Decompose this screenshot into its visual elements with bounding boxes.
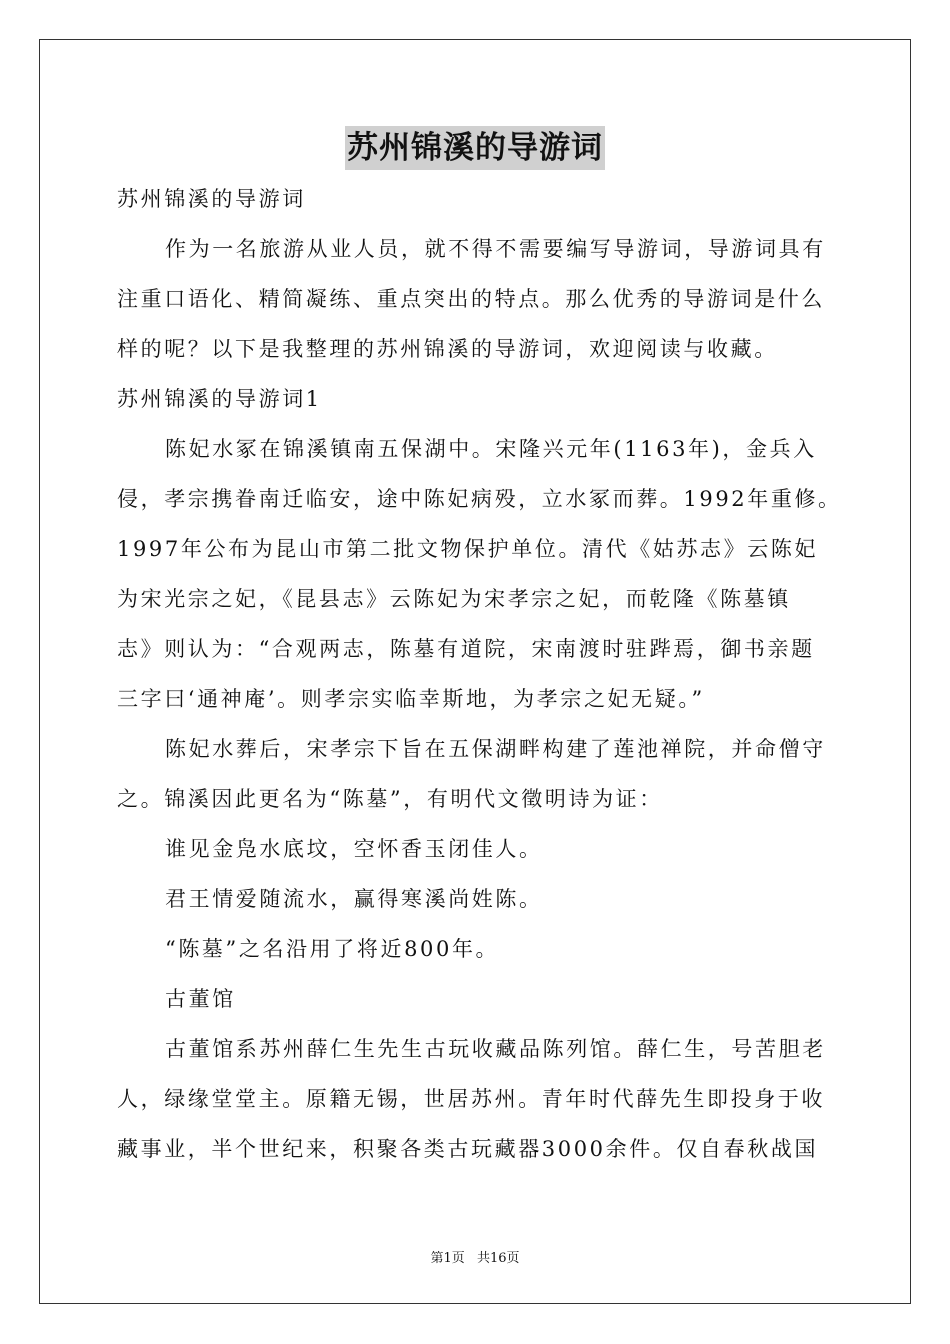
paragraph-line: 古董馆系苏州薛仁生先生古玩收藏品陈列馆。薛仁生，号苦胆老	[165, 1037, 826, 1061]
paragraph-line: 样的呢？以下是我整理的苏州锦溪的导游词，欢迎阅读与收藏。	[117, 337, 778, 361]
poem-line: 君王情爱随流水，赢得寒溪尚姓陈。	[165, 887, 543, 911]
page-footer	[0, 1247, 950, 1266]
subtitle-line: 苏州锦溪的导游词	[117, 187, 306, 211]
title-container	[0, 126, 950, 170]
paragraph-line: 志》则认为：“合观两志，陈墓有道院，宋南渡时驻跸焉，御书亲题	[117, 637, 815, 661]
paragraph-line: 为宋光宗之妃，《昆县志》云陈妃为宋孝宗之妃，而乾隆《陈墓镇	[117, 587, 791, 611]
poem-line: 谁见金凫水底坟，空怀香玉闭佳人。	[165, 837, 543, 861]
page-total: 共16页	[476, 1251, 520, 1266]
paragraph-line: 藏事业，半个世纪来，积聚各类古玩藏器3000余件。仅自春秋战国	[117, 1137, 819, 1161]
paragraph-line: 陈妃水葬后，宋孝宗下旨在五保湖畔构建了莲池禅院，并命僧守	[165, 737, 826, 761]
section-heading: 古董馆	[165, 987, 236, 1011]
paragraph-line: “陈墓”之名沿用了将近800年。	[165, 937, 500, 961]
paragraph-line: 陈妃水冢在锦溪镇南五保湖中。宋隆兴元年(1163年)，金兵入	[165, 437, 817, 461]
paragraph-line: 人，绿缘堂堂主。原籍无锡，世居苏州。青年时代薛先生即投身于收	[117, 1087, 825, 1111]
paragraph-line: 三字曰‘通神庵’。则孝宗实临幸斯地，为孝宗之妃无疑。”	[117, 687, 705, 711]
page-number: 第1页	[430, 1251, 465, 1266]
paragraph-line: 作为一名旅游从业人员，就不得不需要编写导游词，导游词具有	[165, 237, 826, 261]
section-heading: 苏州锦溪的导游词1	[117, 387, 322, 411]
paragraph-line: 侵，孝宗携眷南迁临安，途中陈妃病殁，立水冢而葬。1992年重修。	[117, 487, 842, 511]
page-border	[39, 39, 911, 1304]
document-title: 苏州锦溪的导游词	[345, 126, 605, 170]
paragraph-line: 1997年公布为昆山市第二批文物保护单位。清代《姑苏志》云陈妃	[117, 537, 819, 561]
paragraph-line: 之。锦溪因此更名为“陈墓”，有明代文徵明诗为证：	[117, 787, 663, 811]
paragraph-line: 注重口语化、精简凝练、重点突出的特点。那么优秀的导游词是什么	[117, 287, 825, 311]
